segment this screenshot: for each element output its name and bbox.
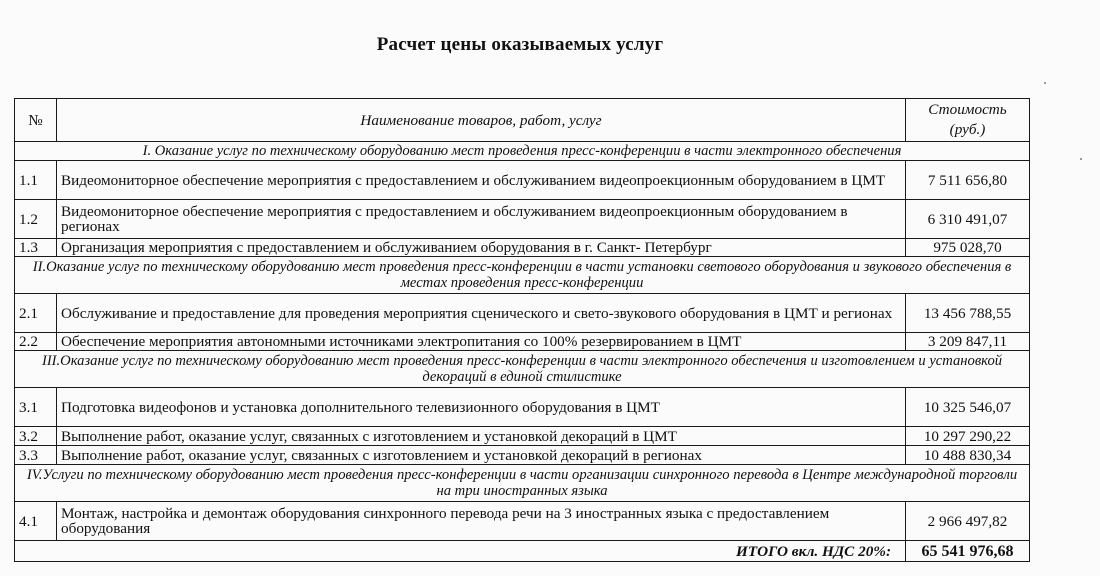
- table-row: [15, 333, 1030, 351]
- row-number: 1.1: [15, 161, 57, 200]
- row-cost: 2 966 497,82: [906, 502, 1030, 541]
- header-cost-line1: Стоимость: [928, 101, 1007, 118]
- row-cost: 3 209 847,11: [906, 333, 1030, 351]
- row-name: Обслуживание и предоставление для проведения мероприятия сценического и свето-звукового оборудования в ЦМТ и регионах: [57, 294, 906, 333]
- row-name: Обеспечение мероприятия автономными источниками электропитания со 100% резервированием в ЦМТ: [57, 333, 906, 351]
- row-name: Организация мероприятия с предоставлением и обслуживанием оборудования в г. Санкт- Петербург: [57, 239, 906, 257]
- table-row: [15, 446, 1030, 465]
- table-row: [15, 161, 1030, 200]
- row-cost: 10 297 290,22: [906, 427, 1030, 446]
- table-row: [15, 200, 1030, 239]
- section-title: II.Оказание услуг по техническому оборудованию мест проведения пресс-конференции в части установки светового оборудования и звукового обеспечения в местах проведения пресс-конференции: [15, 257, 1030, 294]
- header-cost: [906, 99, 1030, 142]
- row-number: 3.3: [15, 446, 57, 465]
- row-cost: 7 511 656,80: [906, 161, 1030, 200]
- header-cost-line2: (руб.): [949, 121, 986, 138]
- row-cost: 10 488 830,34: [906, 446, 1030, 465]
- row-number: 3.2: [15, 427, 57, 446]
- row-name: Видеомониторное обеспечение мероприятия с предоставлением и обслуживанием видеопроекционным оборудованием в ЦМТ: [57, 161, 906, 200]
- row-name: Монтаж, настройка и демонтаж оборудования синхронного перевода речи на 3 иностранных языка с предоставлением оборудования: [57, 502, 906, 541]
- scan-speck: [1044, 82, 1046, 84]
- row-cost: 6 310 491,07: [906, 200, 1030, 239]
- header-name: Наименование товаров, работ, услуг: [57, 99, 906, 142]
- row-number: 1.2: [15, 200, 57, 239]
- total-label: ИТОГО вкл. НДС 20%:: [15, 541, 906, 562]
- table-row: [15, 294, 1030, 333]
- row-cost: 13 456 788,55: [906, 294, 1030, 333]
- section-row: [15, 465, 1030, 502]
- row-cost: 10 325 546,07: [906, 388, 1030, 427]
- row-name: Подготовка видеофонов и установка дополнительного телевизионного оборудования в ЦМТ: [57, 388, 906, 427]
- section-row: [15, 257, 1030, 294]
- section-row: [15, 142, 1030, 161]
- section-title: I. Оказание услуг по техническому оборудованию мест проведения пресс-конференции в части электронного обеспечения: [15, 142, 1030, 161]
- table-header-row: [15, 99, 1030, 142]
- row-number: 2.1: [15, 294, 57, 333]
- section-title: IV.Услуги по техническому оборудованию мест проведения пресс-конференции в части организации синхронного перевода в Центре международной торговли на три иностранных языка: [15, 465, 1030, 502]
- row-number: 1.3: [15, 239, 57, 257]
- row-name: Выполнение работ, оказание услуг, связанных с изготовлением и установкой декораций в регионах: [57, 446, 906, 465]
- row-number: 3.1: [15, 388, 57, 427]
- row-name: Выполнение работ, оказание услуг, связанных с изготовлением и установкой декораций в ЦМТ: [57, 427, 906, 446]
- table-row: [15, 239, 1030, 257]
- row-cost: 975 028,70: [906, 239, 1030, 257]
- section-row: [15, 351, 1030, 388]
- row-name: Видеомониторное обеспечение мероприятия с предоставлением и обслуживанием видеопроекционным оборудованием в регионах: [57, 200, 906, 239]
- page-title: Расчет цены оказываемых услуг: [376, 34, 664, 55]
- header-number: №: [15, 99, 57, 142]
- price-table: [14, 98, 1030, 562]
- row-number: 4.1: [15, 502, 57, 541]
- table-row: [15, 427, 1030, 446]
- total-row: [15, 541, 1030, 562]
- scan-speck: [1080, 158, 1082, 160]
- table-row: [15, 388, 1030, 427]
- row-number: 2.2: [15, 333, 57, 351]
- table-row: [15, 502, 1030, 541]
- section-title: III.Оказание услуг по техническому оборудованию мест проведения пресс-конференции в части электронного обеспечения и изготовлением и установкой декораций в единой стилистике: [15, 351, 1030, 388]
- total-value: 65 541 976,68: [906, 541, 1030, 562]
